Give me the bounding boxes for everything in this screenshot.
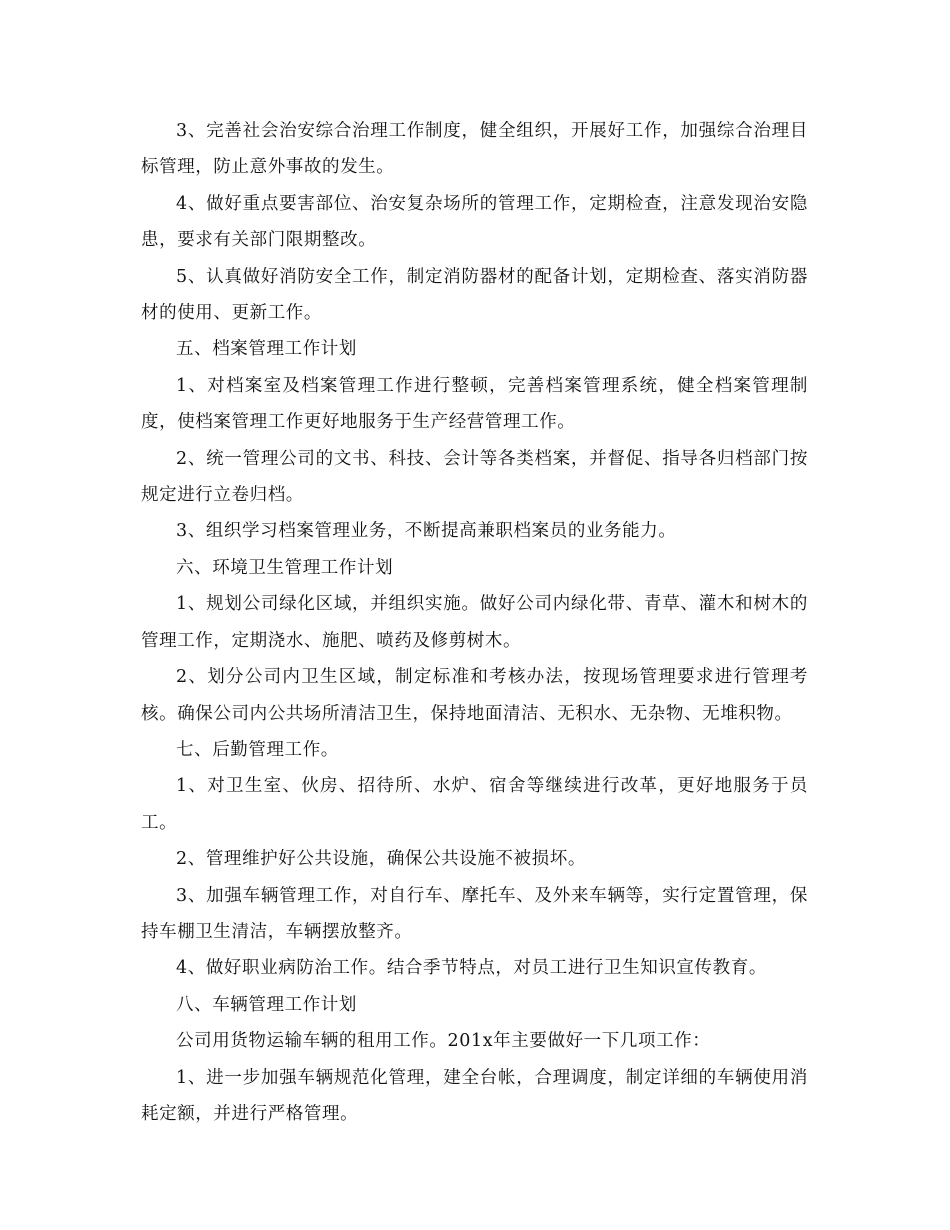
paragraph-environment-1: 1、规划公司绿化区域，并组织实施。做好公司内绿化带、青草、灌木和树木的管理工作，定期浇水、施肥、喷药及修剪树木。 xyxy=(141,594,808,651)
paragraph-archives-1: 1、对档案室及档案管理工作进行整顿，完善档案管理系统，健全档案管理制度，使档案管理工作更好地服务于生产经营管理工作。 xyxy=(141,375,808,433)
paragraph-security-3: 3、完善社会治安综合治理工作制度，健全组织，开展好工作，加强综合治理目标管理，防止意外事故的发生。 xyxy=(141,121,808,178)
paragraph-archives-3: 3、组织学习档案管理业务，不断提高兼职档案员的业务能力。 xyxy=(176,521,677,542)
paragraph-environment-2: 2、划分公司内卫生区域，制定标准和考核办法，按现场管理要求进行管理考核。确保公司内公共场所清洁卫生，保持地面清洁、无积水、无杂物、无堆积物。 xyxy=(141,667,808,724)
paragraph-logistics-3: 3、加强车辆管理工作，对自行车、摩托车、及外来车辆等，实行定置管理，保持车棚卫生清洁，车辆摆放整齐。 xyxy=(141,885,808,942)
paragraph-vehicles-1: 1、进一步加强车辆规范化管理，建全台帐，合理调度，制定详细的车辆使用消耗定额，并进行严格管理。 xyxy=(141,1067,808,1124)
paragraph-security-5: 5、认真做好消防安全工作，制定消防器材的配备计划，定期检查、落实消防器材的使用、更新工作。 xyxy=(141,266,808,324)
section-heading-vehicles: 八、车辆管理工作计划 xyxy=(176,994,357,1015)
section-heading-archives: 五、档案管理工作计划 xyxy=(176,339,357,360)
paragraph-security-4: 4、做好重点要害部位、治安复杂场所的管理工作，定期检查，注意发现治安隐患，要求有关部门限期整改。 xyxy=(141,193,808,251)
section-heading-logistics: 七、后勤管理工作。 xyxy=(176,739,339,760)
paragraph-logistics-4: 4、做好职业病防治工作。结合季节特点，对员工进行卫生知识宣传教育。 xyxy=(176,958,767,979)
section-heading-environment: 六、环境卫生管理工作计划 xyxy=(176,557,394,578)
paragraph-vehicles-intro: 公司用货物运输车辆的租用工作。201x年主要做好一下几项工作： xyxy=(176,1031,711,1052)
paragraph-archives-2: 2、统一管理公司的文书、科技、会计等各类档案，并督促、指导各归档部门按规定进行立卷归档。 xyxy=(141,448,808,506)
document-body xyxy=(141,113,808,1132)
paragraph-logistics-1: 1、对卫生室、伙房、招待所、水炉、宿舍等继续进行改革，更好地服务于员工。 xyxy=(141,776,808,833)
paragraph-logistics-2: 2、管理维护好公共设施，确保公共设施不被损坏。 xyxy=(176,849,586,870)
